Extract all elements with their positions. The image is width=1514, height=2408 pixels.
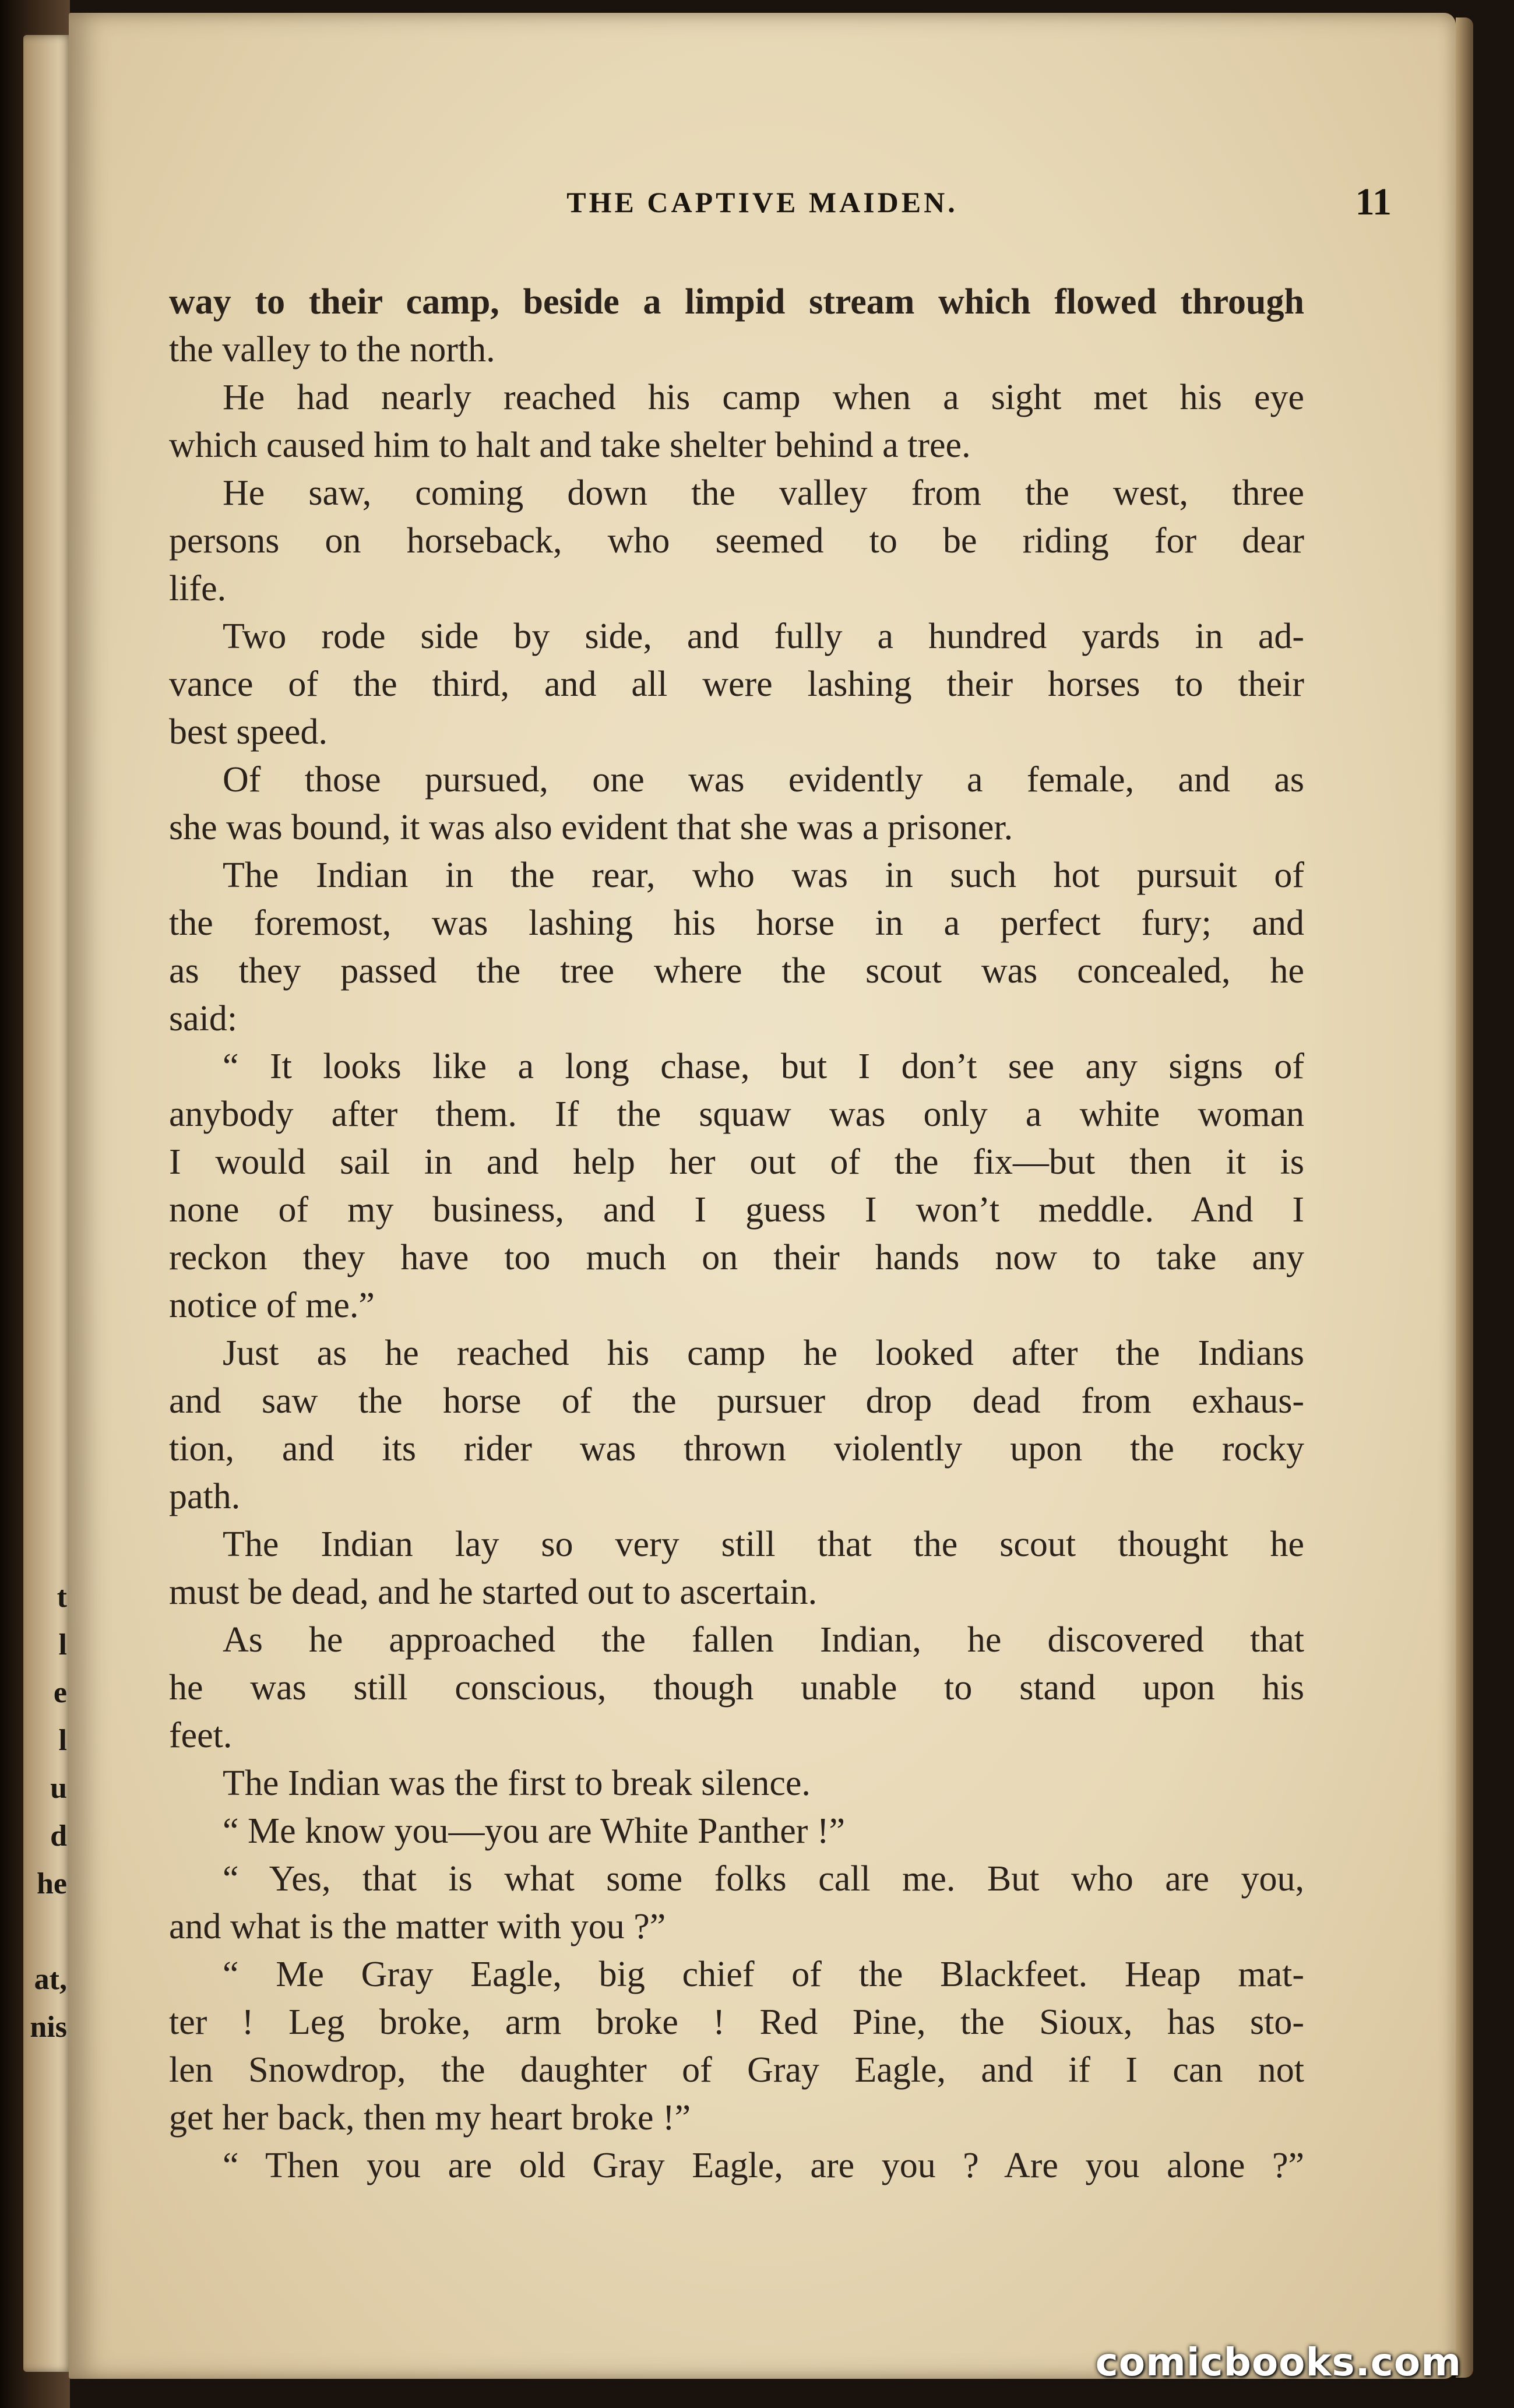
text-line: the valley to the north. — [169, 330, 495, 369]
text-line: Just as he reached his camp he looked after the Indians — [223, 1333, 1304, 1373]
text-line: ter ! Leg broke, arm broke ! Red Pine, the Sioux, has sto- — [169, 2002, 1304, 2042]
facing-page-fragment: at, — [34, 1963, 67, 1996]
text-line: persons on horseback, who seemed to be riding for dear — [169, 521, 1304, 561]
book-page — [69, 13, 1456, 2379]
text-line: none of my business, and I guess I won’t meddle. And I — [169, 1190, 1304, 1230]
facing-page-edge — [23, 35, 73, 2372]
page-header — [69, 176, 1456, 228]
facing-page-fragment: he — [37, 1867, 67, 1900]
text-line: anybody after them. If the squaw was only a white woman — [169, 1094, 1304, 1134]
text-line: len Snowdrop, the daughter of Gray Eagle, and if I can not — [169, 2050, 1304, 2090]
facing-page-fragments — [23, 1573, 73, 2051]
text-line: “ Then you are old Gray Eagle, are you ? Are you alone ?” — [223, 2146, 1304, 2185]
text-line: and what is the matter with you ?” — [169, 1907, 666, 1946]
text-line: He had nearly reached his camp when a sight met his eye — [223, 378, 1304, 417]
facing-page-fragment: e — [53, 1676, 67, 1709]
text-line: she was bound, it was also evident that she was a prisoner. — [169, 808, 1013, 847]
text-line: As he approached the fallen Indian, he discovered that — [223, 1620, 1304, 1660]
text-line: Two rode side by side, and fully a hundred yards in ad- — [223, 617, 1304, 656]
text-line: must be dead, and he started out to ascertain. — [169, 1572, 818, 1612]
text-line: “ It looks like a long chase, but I don’t see any signs of — [223, 1047, 1304, 1086]
text-line: way to their camp, beside a limpid stream which flowed through — [169, 282, 1304, 322]
text-line: the foremost, was lashing his horse in a perfect fury; and — [169, 903, 1304, 943]
text-line: “ Me Gray Eagle, big chief of the Blackfeet. Heap mat- — [223, 1955, 1304, 1994]
text-line: path. — [169, 1477, 241, 1516]
text-line: “ Yes, that is what some folks call me. But who are you, — [223, 1859, 1304, 1899]
facing-page-fragment: u — [50, 1772, 67, 1805]
text-line: he was still conscious, though unable to stand upon his — [169, 1668, 1304, 1708]
text-line: and saw the horse of the pursuer drop dead from exhaus- — [169, 1381, 1304, 1421]
text-line: reckon they have too much on their hands now to take any — [169, 1238, 1304, 1277]
text-line: best speed. — [169, 712, 328, 752]
text-line: The Indian in the rear, who was in such hot pursuit of — [223, 856, 1304, 895]
text-line: The Indian was the first to break silence. — [223, 1763, 811, 1803]
text-line: feet. — [169, 1716, 233, 1755]
text-line: get her back, then my heart broke !” — [169, 2098, 691, 2138]
page-right-edge — [1456, 17, 1473, 2378]
text-line: The Indian lay so very still that the scout thought he — [223, 1525, 1304, 1564]
body-text — [169, 278, 1304, 2189]
facing-page-fragment: nis — [30, 2011, 67, 2044]
facing-page-fragment: d — [50, 1819, 67, 1853]
text-line: I would sail in and help her out of the fix—but then it is — [169, 1142, 1304, 1182]
text-line: Of those pursued, one was evidently a female, and as — [223, 760, 1304, 800]
watermark-logo: comicbooks.com — [1095, 2340, 1462, 2385]
text-line: as they passed the tree where the scout was concealed, he — [169, 951, 1304, 991]
page-number: 11 — [1355, 181, 1392, 223]
facing-page-fragment: l — [58, 1628, 67, 1661]
text-line: said: — [169, 999, 238, 1038]
facing-page-fragment: l — [58, 1724, 67, 1757]
text-line: “ Me know you—you are White Panther !” — [223, 1811, 846, 1851]
text-line: vance of the third, and all were lashing their horses to their — [169, 664, 1304, 704]
text-line: tion, and its rider was thrown violently upon the rocky — [169, 1429, 1304, 1469]
text-line: which caused him to halt and take shelter behind a tree. — [169, 425, 971, 465]
running-head: THE CAPTIVE MAIDEN. — [566, 186, 958, 219]
facing-page-fragment: t — [57, 1580, 67, 1614]
text-line: notice of me.” — [169, 1286, 375, 1325]
text-line: life. — [169, 569, 227, 608]
text-line: He saw, coming down the valley from the west, three — [223, 473, 1304, 513]
